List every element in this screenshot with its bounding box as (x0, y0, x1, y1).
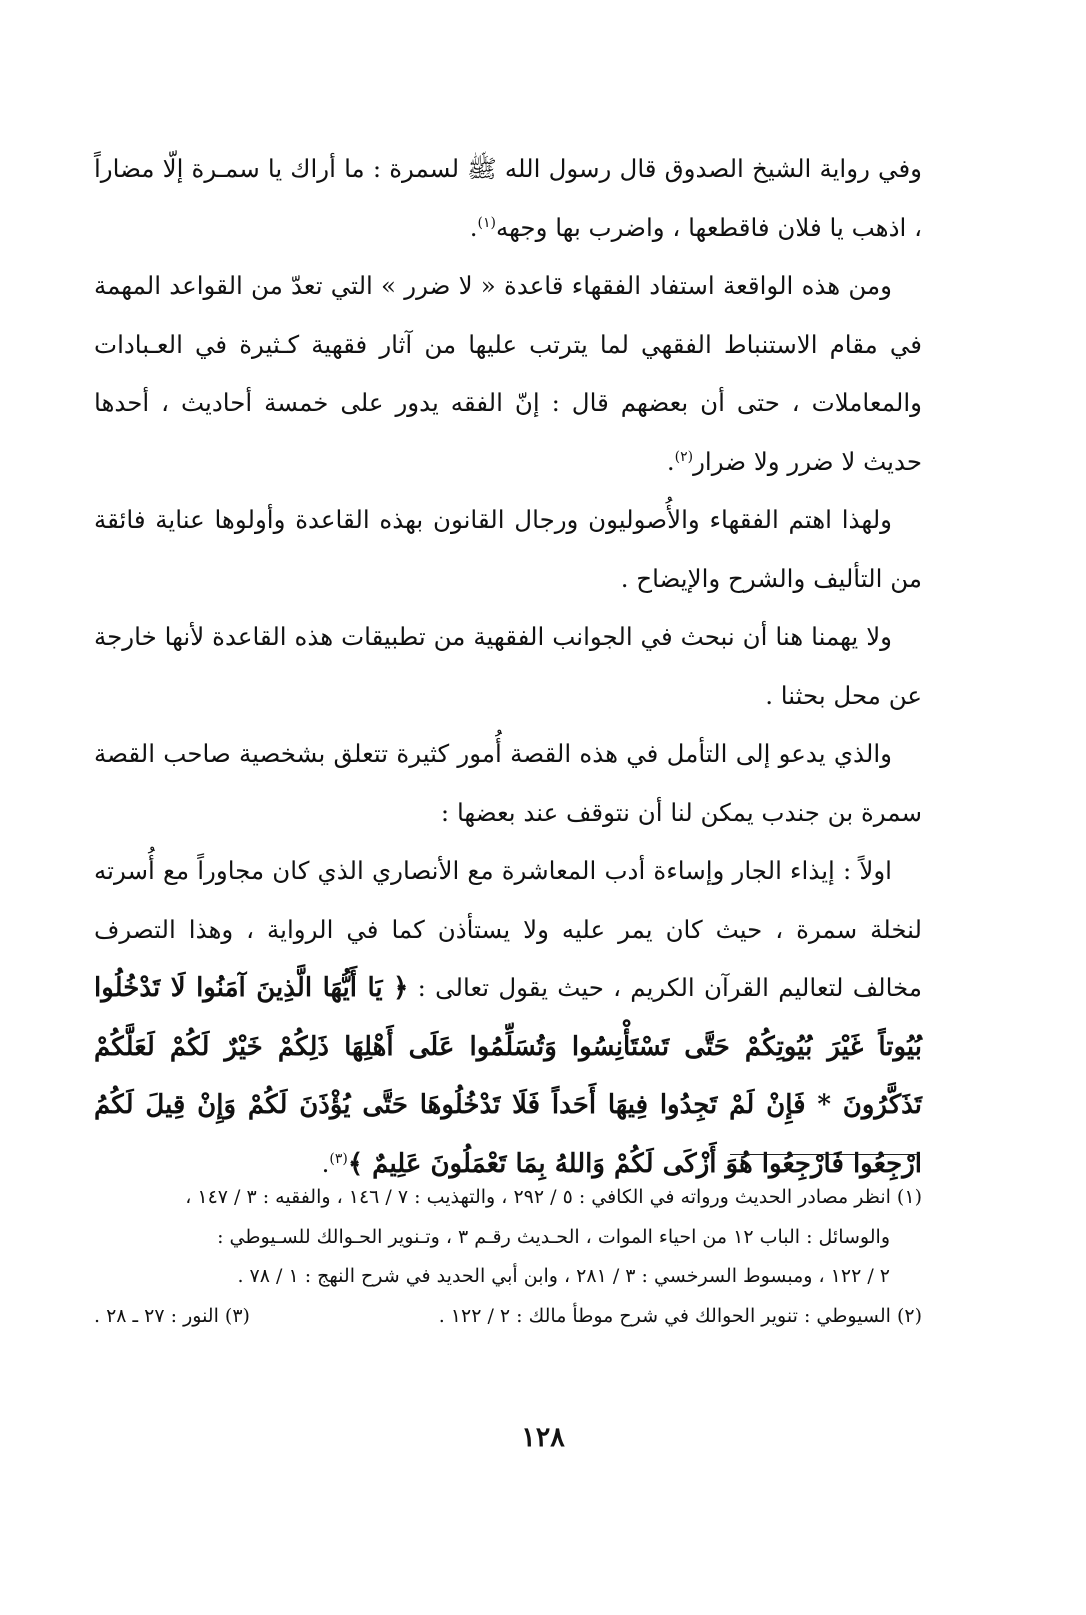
paragraph-1-end: . (469, 212, 478, 242)
footnote-divider (730, 1154, 920, 1155)
page-number: ١٢٨ (521, 1422, 565, 1453)
footnote-3: (٣) النور : ٢٧ ـ ٢٨ . (94, 1304, 250, 1327)
footnotes (94, 1178, 922, 1336)
paragraph-6-end: . (321, 1148, 330, 1178)
paragraph-2-end: . (666, 446, 675, 476)
paragraph-3: ولهذا اهتم الفقهاء والأُصوليون ورجال القانون بهذه القاعدة وأولوها عناية فائقة من التأليف والشرح والإيضاح . (94, 505, 922, 593)
paragraph-6 (94, 842, 922, 1193)
paragraph-4: ولا يهمنا هنا أن نبحث في الجوانب الفقهية من تطبيقات هذه القاعدة لأنها خارجة عن محل بحثنا . (94, 622, 922, 710)
footnote-ref-2[interactable]: (٢) (674, 448, 694, 465)
paragraph-2-text: ومن هذه الواقعة استفاد الفقهاء قاعدة « لا ضرر » التي تعدّ من القواعد المهمة في مقام الاستنباط الفقهي لما يترتب عليها من آثار فقهية كـثيرة في العـبادات والمعاملات ، حتى أن بعضهم قال : إنّ الفقه يدور على خمسة أحاديث ، أحدها حديث لا ضرر ولا ضرار (94, 271, 922, 476)
footnote-ref-3[interactable]: (٣) (329, 1150, 348, 1167)
footnote-1-line-1: (١) انظر مصادر الحديث ورواته في الكافي : ٥ / ٢٩٢ ، والتهذيب : ٧ / ١٤٦ ، والفقيه : ٣ / ١٤٧ ، (185, 1186, 922, 1208)
footnote-ref-1[interactable]: (١) (477, 214, 496, 231)
quran-verse: ﴿ يَا أَيُّهَا الَّذِينَ آمَنُوا لَا تَدْخُلُوا بُيُوتاً غَيْرَ بُيُوتِكُمْ حَتَّى تَسْتَأْنِسُوا وَتُسَلِّمُوا عَلَى أَهْلِهَا ذَلِكُمْ خَيْرٌ لَكُمْ لَعَلَّكُمْ تَذَكَّرُونَ * فَإِنْ لَمْ تَجِدُوا فِيهَا أَحَداً فَلَا تَدْخُلُوهَا حَتَّى يُؤْذَنَ لَكُمْ وَإِنْ قِيلَ لَكُمُ ارْجِعُوا فَارْجِعُوا هُوَ أَزْكَى لَكُمْ وَاللهُ بِمَا تَعْمَلُونَ عَلِيمٌ ﴾ (94, 973, 922, 1179)
paragraph-2 (94, 257, 922, 491)
footnote-1-line-3: ٢ / ١٢٢ ، ومبسوط السرخسي : ٣ / ٢٨١ ، وابن أبي الحديد في شرح النهج : ١ / ٧٨ . (237, 1265, 890, 1287)
paragraph-6-text: اولاً : إيذاء الجار وإساءة أدب المعاشرة مع الأنصاري الذي كان مجاوراً مع أُسرته لنخلة سمرة ، حيث كان يمر عليه ولا يستأذن كما في الرواية ، وهذا التصرف مخالف لتعاليم القرآن الكريم ، حيث يقول تعالى : (94, 856, 922, 1002)
paragraph-1 (94, 140, 922, 257)
footnote-row-2-3 (94, 1297, 922, 1337)
footnote-1-line-2: والوسائل : الباب ١٢ من احياء الموات ، الحـديث رقـم ٣ ، وتـنوير الحـوالك للسـيوطي : (217, 1225, 890, 1248)
paragraph-5: والذي يدعو إلى التأمل في هذه القصة أُمور كثيرة تتعلق بشخصية صاحب القصة سمرة بن جندب يمكن لنا أن نتوقف عند بعضها : (94, 739, 922, 827)
footnote-2: (٢) السيوطي : تنوير الحوالك في شرح موطأ مالك : ٢ / ١٢٢ . (438, 1304, 922, 1327)
paragraph-1-text: وفي رواية الشيخ الصدوق قال رسول الله ﷺ لسمرة : ما أراك يا سمـرة إلّا مضاراً ، اذهب يا فلان فاقطعها ، واضرب بها وجهه (94, 154, 922, 242)
main-text (94, 140, 922, 1193)
